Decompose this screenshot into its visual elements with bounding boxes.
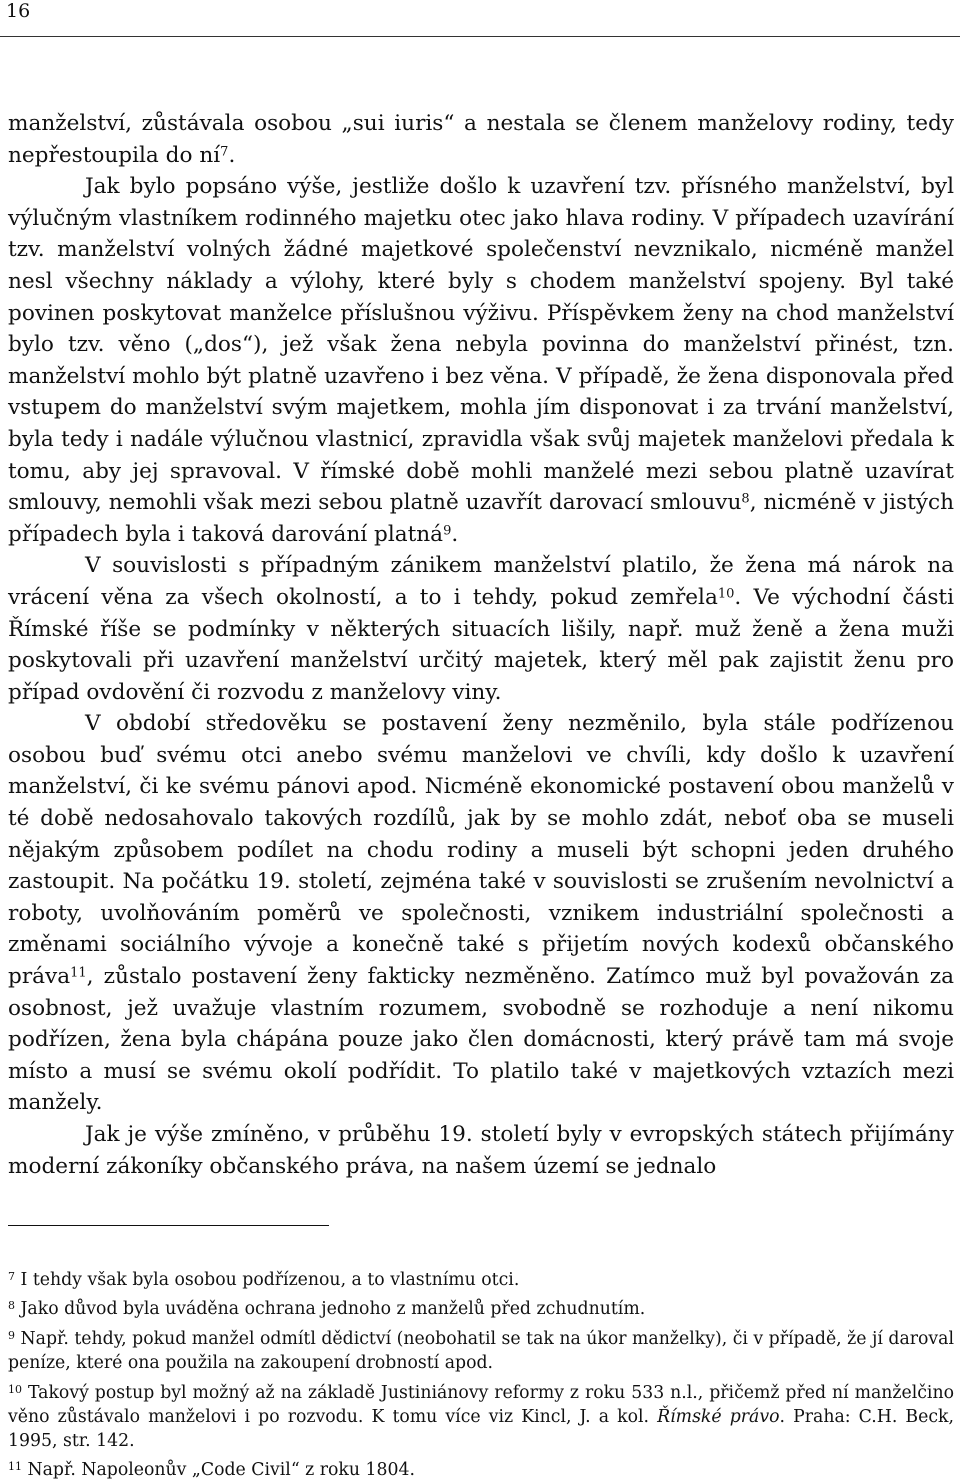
paragraph-1-text-a: manželství, zůstávala osobou „sui iuris“ a nestala se členem manželovy rodiny, tedy nepřestoupila do ní xyxy=(8,111,954,168)
paragraph-2 xyxy=(8,171,954,550)
paragraph-3-text-b: . Ve východní části Římské říše se podmínky v některých situacích lišily, např. muž ženě a žena muži poskytovali při uzavření manželství určitý majetek, který měl pak zajistit ženu pro případ ovdovění či rozvodu z manželovy viny. xyxy=(8,584,954,705)
paragraph-4-text-a: V období středověku se postavení ženy nezměnilo, byla stále podřízenou osobou buď svému otci anebo svému manželovi ve chvíli, kdy došlo k uzavření manželství, či ke svému pánovi apod. Nicméně ekonomické postavení obou manželů v té době nedosahovalo takových rozdílů, jak by se mohlo zdát, neboť oba se museli nějakým způsobem podílet na chodu rodiny a museli být schopni jeden druhého zastoupit. Na počátku 19. století, zejména také v souvislosti se zrušením nevolnictví a roboty, uvolňováním poměrů ve společnosti, vznikem industriální společnosti a změnami sociálního vývoje a konečně také s přijetím nových kodexů občanského práva xyxy=(8,711,954,990)
footnote-number: 9 xyxy=(8,1328,15,1342)
footnotes xyxy=(8,1268,954,1482)
footnote-text: Např. tehdy, pokud manžel odmítl dědictví (neobohatil se tak na úkor manželky), či v případě, že jí daroval peníze, které ona použila na zakoupení drobností apod. xyxy=(8,1328,955,1374)
footnote-title-italic: Římské právo xyxy=(657,1407,780,1428)
footnote-ref-7[interactable]: 7 xyxy=(220,144,229,160)
paragraph-4-text-b: , zůstalo postavení ženy fakticky nezměněno. Zatímco muž byl považován za osobnost, jež uvažuje vlastním rozumem, svobodně se rozhoduje a není nikomu podřízen, žena byla chápána pouze jako člen domácnosti, který právě tam má svoje místo a musí se svému okolí podřídit. To platilo také v majetkových vztazích mezi manžely. xyxy=(8,964,954,1116)
paragraph-4 xyxy=(8,708,954,1119)
header-rule xyxy=(0,36,960,37)
paragraph-5-text-a: Jak je výše zmíněno, v průběhu 19. století byly v evropských státech přijímány moderní zákoníky občanského práva, na našem území se jednalo xyxy=(8,1122,954,1179)
footnote-ref-10[interactable]: 10 xyxy=(717,586,735,602)
paragraph-2-text-a: Jak bylo popsáno výše, jestliže došlo k uzavření tzv. přísného manželství, byl výlučným vlastníkem rodinného majetku otec jako hlava rodiny. V případech uzavírání tzv. manželství volných žádné majetkové společenství nevznikalo, nicméně manžel nesl všechny náklady a výlohy, které byly s chodem manželství spojeny. Byl také povinen poskytovat manželce příslušnou výživu. Příspěvkem ženy na chod manželství bylo tzv. věno („dos“), jež však žena nebyla povinna do manželství přinést, tzn. manželství mohlo být platně uzavřeno i bez věna. V případě, že žena disponovala před vstupem do manželství svým majetkem, mohla jím disponovat i za trvání manželství, byla tedy i nadále výlučnou vlastnicí, zpravidla však svůj majetek manželovi předala k tomu, aby jej spravoval. V římské době mohli manželé mezi sebou platně uzavírat smlouvy, nemohli však mezi sebou platně uzavřít darovací smlouvu xyxy=(8,174,954,516)
footnote-8 xyxy=(8,1297,954,1321)
paragraph-3 xyxy=(8,550,954,708)
footnote-number: 10 xyxy=(8,1382,22,1396)
footnote-number: 7 xyxy=(8,1270,15,1284)
footnote-text: Jako důvod byla uváděna ochrana jednoho z manželů před zchudnutím. xyxy=(20,1299,646,1320)
paragraph-1 xyxy=(8,108,954,171)
footnote-text: I tehdy však byla osobou podřízenou, a to vlastnímu otci. xyxy=(20,1270,520,1290)
footnote-text-tail: . Praha: C.H. Beck, 1995, str. 142. xyxy=(8,1407,954,1452)
page-number: 16 xyxy=(6,0,31,22)
footnote-number: 8 xyxy=(8,1299,15,1313)
paragraph-2-text-b: , nicméně v jistých případech byla i taková darování platná xyxy=(8,490,954,547)
paragraph-1-text-b: . xyxy=(228,142,236,168)
footnote-ref-8[interactable]: 8 xyxy=(741,491,750,507)
footnote-ref-9[interactable]: 9 xyxy=(443,523,452,539)
footnote-11 xyxy=(8,1458,954,1482)
paragraph-3-text-a: V souvislosti s případným zánikem manželství platilo, že žena má nárok na vrácení věna za všech okolností, a to i tehdy, pokud zemřela xyxy=(8,553,954,610)
footnote-ref-11[interactable]: 11 xyxy=(70,965,87,981)
paragraph-2-text-c: . xyxy=(451,521,459,547)
footnote-number: 11 xyxy=(8,1459,22,1473)
footnote-text: Např. Napoleonův „Code Civil“ z roku 1804. xyxy=(27,1459,415,1480)
body-text xyxy=(8,108,954,1182)
footnote-9 xyxy=(8,1327,954,1376)
footnote-10 xyxy=(8,1381,954,1454)
footnote-7 xyxy=(8,1268,954,1292)
footnote-separator xyxy=(8,1225,329,1226)
paragraph-5 xyxy=(8,1119,954,1182)
footnote-text: Takový postup byl možný až na základě Justiniánovy reformy z roku 533 n.l., přičemž před ní manželčino věno zůstávalo manželovi i po rozvodu. K tomu více viz Kincl, J. a kol. xyxy=(8,1382,954,1428)
